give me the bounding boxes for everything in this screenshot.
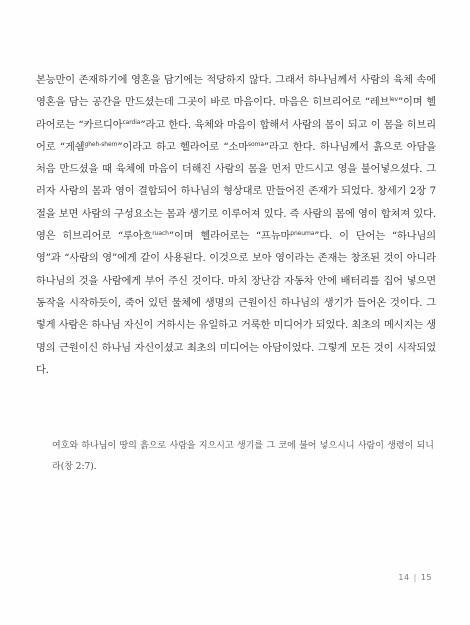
body-text-segment: ”다. 이 단어는 “하나님의 영”과 “사람의 영”에게 같이 사용된다. 이것으로 보아 영이라는 존재는 창조된 것이 아니라 하나님의 것을 사람에게 부어 주신 것이다. 마치 장난감 자동차 안에 배터리를 집어 넣으면 동작을 시작하듯이, 죽어 있던 물체에 생명의 근원이신 하나님의 생기가 들어온 것이다. 그렇게 사람은 하나님 자신이 거하시는 유일하고 거룩한 미디어가 되었다. 최초의 메시지는 생명의 근원이신 하나님 자신이셨고 최초의 미디어는 아담이었다. 그렇게 모든 것이 시작되었다. (36, 231, 436, 376)
body-text-segment: ”라고 한다. 육체와 마음이 합해서 사람의 몸이 되고 이 몸을 히브리어로 “게쉠 (36, 119, 436, 153)
page-number-right: 15 (420, 573, 432, 582)
body-paragraph (36, 70, 436, 382)
transliteration-ruach: ruach (152, 230, 169, 238)
body-text-segment: ”이라고 하고 헬라어로 “소마 (117, 141, 248, 153)
transliteration-cardia: cardia (122, 118, 141, 126)
body-text-segment: 본능만이 존재하기에 영혼을 담기에는 적당하지 않다. 그래서 하나님께서 사람의 육체 속에 영혼을 담는 공간을 만드셨는데 그곳이 바로 마음이다. 마음은 히브리어로 “레브 (36, 75, 436, 109)
scripture-quote: 여호와 하나님이 땅의 흙으로 사람을 지으시고 생기를 그 코에 불어 넣으시니 사람이 생령이 되니라(창 2:7). (52, 441, 434, 472)
transliteration-soma: soma (248, 140, 264, 148)
body-text-segment: ”이며 헬라어로는 “프뉴마 (168, 231, 291, 243)
body-text-segment: ”라고 한다. 하나님께서 흙으로 아담을 처음 만드셨을 때 육체에 마음이 더해진 사람의 몸을 먼저 만드시고 영을 불어넣으셨다. 그러자 사람의 몸과 영이 결합되어 하나님의 형상대로 만들어진 존재가 되었다. 창세기 2장 7절을 보면 사람의 구성요소는 몸과 생기로 이루어져 있다. 즉 사람의 몸에 영이 합쳐져 있다. 영은 히브리어로 “루아흐 (36, 141, 436, 243)
transliteration-gheh-shem: gheh-shem (84, 140, 118, 148)
page-number (398, 573, 432, 582)
page-number-separator: | (413, 573, 417, 582)
transliteration-pneuma: pneuma (290, 230, 315, 238)
transliteration-lev: lev (389, 96, 398, 104)
body-text-segment: ”이며 헬라어로는 “카르디아 (36, 97, 436, 131)
page-number-left: 14 (398, 573, 410, 582)
